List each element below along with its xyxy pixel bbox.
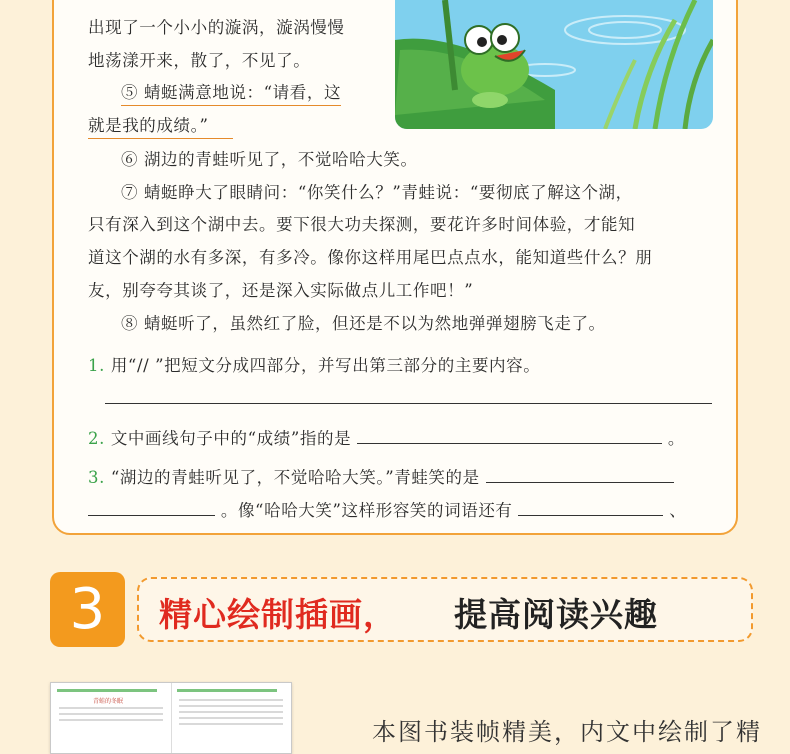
book-preview-title: 青蛙的冬眠 — [93, 698, 124, 705]
passage-line: 道这个湖的水有多深，有多冷。像你这样用尾巴点点水，能知道些什么？朋 — [88, 248, 653, 267]
question-3 — [88, 464, 674, 488]
text-line — [179, 705, 283, 707]
question-number: 3. — [88, 468, 105, 487]
text-line — [179, 717, 283, 719]
question-2 — [88, 425, 685, 449]
passage-line: ⑧ 蜻蜓听了，虽然红了脸，但还是不以为然地弹弹翅膀飞走了。 — [121, 314, 606, 333]
page-header-bar — [177, 689, 277, 692]
text-line — [179, 699, 283, 701]
question-end: 。 — [667, 429, 686, 448]
question-text: “湖边的青蛙听见了，不觉哈哈大笑。”青蛙笑的是 — [110, 468, 480, 487]
text-line — [59, 707, 163, 709]
passage-line: ⑦ 蜻蜓睁大了眼睛问：“你笑什么？”青蛙说：“要彻底了解这个湖， — [121, 183, 633, 202]
section-title: 提高阅读兴趣 — [454, 595, 658, 634]
answer-line[interactable] — [105, 403, 712, 404]
section-title-box — [137, 577, 753, 642]
text-line — [59, 713, 163, 715]
underlined-sentence: 就是我的成绩。” — [88, 112, 233, 139]
underlined-sentence: ⑤ 蜻蜓满意地说：“请看，这 — [121, 79, 341, 106]
passage-line: 地荡漾开来，散了，不见了。 — [88, 51, 311, 70]
book-preview-image — [50, 682, 292, 754]
passage-line: 友，别夸夸其谈了，还是深入实际做点儿工作吧！” — [88, 281, 474, 300]
text-line — [59, 719, 163, 721]
passage-line: 只有深入到这个湖中去。要下很大功夫探测，要花许多时间体验，才能知 — [88, 215, 636, 234]
page-header-bar — [57, 689, 157, 692]
answer-blank[interactable] — [518, 501, 663, 516]
answer-blank[interactable] — [88, 501, 215, 516]
question-end: 、 — [669, 501, 687, 520]
book-spine — [171, 683, 172, 753]
answer-blank[interactable] — [357, 429, 662, 444]
frog-illustration — [395, 0, 713, 129]
question-number: 1. — [88, 356, 105, 375]
text-line — [179, 723, 283, 725]
passage-line: ⑥ 湖边的青蛙听见了，不觉哈哈大笑。 — [121, 150, 418, 169]
passage-line: 出现了一个小小的漩涡，漩涡慢慢 — [88, 18, 345, 37]
description-text: 本图书装帧精美，内文中绘制了精 — [372, 718, 762, 746]
section-title-highlight: 精心绘制插画， — [159, 595, 397, 634]
question-text: 。像“哈哈大笑”这样形容笑的词语还有 — [220, 501, 513, 520]
question-3-cont — [88, 497, 686, 521]
section-number-badge: 3 — [50, 572, 125, 647]
text-line — [179, 711, 283, 713]
question-text: 用“// ”把短文分成四部分，并写出第三部分的主要内容。 — [110, 356, 541, 375]
question-text: 文中画线句子中的“成绩”指的是 — [110, 429, 352, 448]
question-number: 2. — [88, 429, 105, 448]
answer-blank[interactable] — [486, 468, 674, 483]
question-1 — [88, 352, 540, 376]
